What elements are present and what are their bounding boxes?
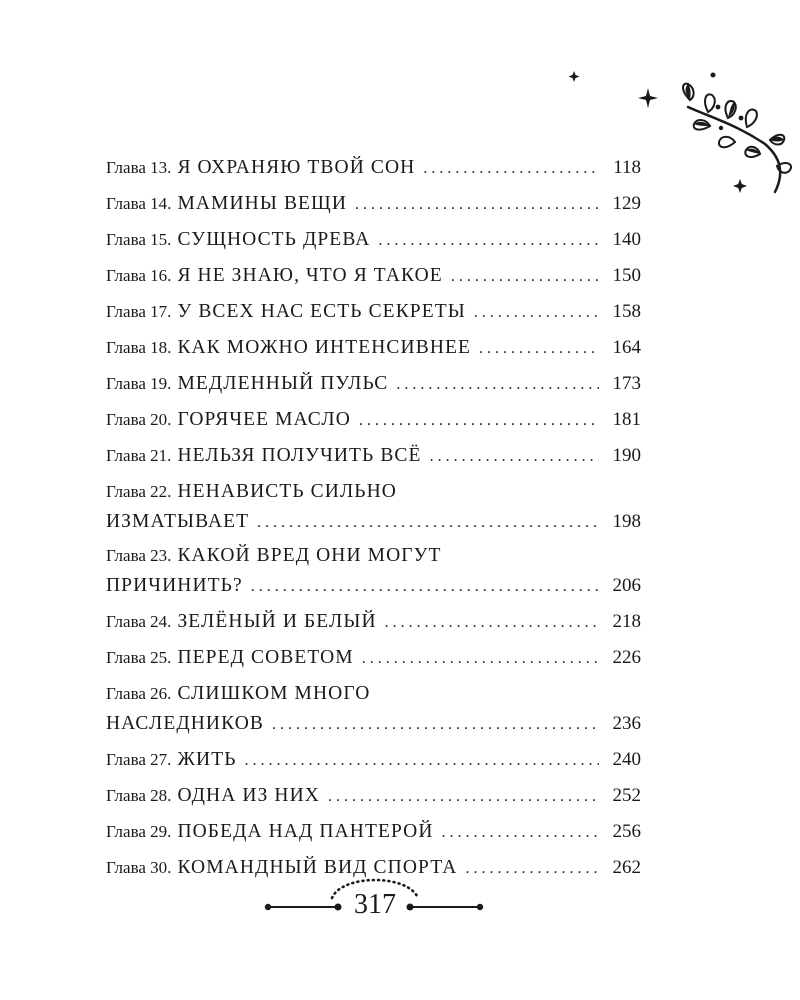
- toc-entry: [106, 294, 641, 330]
- chapter-page-number: 198: [612, 511, 641, 532]
- toc-entry: [106, 366, 641, 402]
- dot-leader: [451, 259, 599, 294]
- dot-leader: [385, 605, 599, 640]
- toc-entry: [106, 150, 641, 186]
- dot-leader: [359, 403, 599, 438]
- chapter-page-number: 206: [612, 575, 641, 596]
- chapter-prefix: Глава 16.: [106, 266, 172, 285]
- dot-leader: [423, 151, 599, 186]
- chapter-prefix: Глава 30.: [106, 858, 172, 877]
- dot-leader: [272, 710, 599, 740]
- chapter-page-number: 158: [612, 301, 641, 322]
- chapter-title: ЗЕЛЁНЫЙ И БЕЛЫЙ: [177, 611, 377, 632]
- chapter-page-number: 140: [612, 229, 641, 250]
- dot-leader: [251, 572, 599, 602]
- toc-entry-first-line: [106, 679, 641, 709]
- chapter-title: ГОРЯЧЕЕ МАСЛО: [177, 409, 351, 430]
- chapter-prefix: Глава 22.: [106, 482, 172, 501]
- toc-entry-line: [106, 366, 641, 402]
- toc-entry: [106, 186, 641, 222]
- chapter-prefix: Глава 14.: [106, 194, 172, 213]
- toc-entry-line: [106, 640, 641, 676]
- toc-entry: [106, 640, 641, 676]
- chapter-prefix: Глава 20.: [106, 410, 172, 429]
- toc-entry-line: [106, 258, 641, 294]
- chapter-title: ПЕРЕД СОВЕТОМ: [177, 647, 354, 668]
- toc-entry-line: [106, 814, 641, 850]
- toc-entry-first-line: [106, 541, 641, 571]
- chapter-page-number: 226: [612, 647, 641, 668]
- chapter-title-line1: СЛИШКОМ МНОГО: [177, 683, 371, 704]
- chapter-title-line2: ИЗМАТЫВАЕТ: [106, 511, 250, 532]
- dot-leader: [257, 508, 599, 538]
- toc-entry-line: [106, 294, 641, 330]
- toc-entry: [106, 814, 641, 850]
- toc-entry-second-line: [106, 507, 641, 538]
- chapter-prefix: Глава 13.: [106, 158, 172, 177]
- toc-entry: [106, 438, 641, 474]
- lower-star-icon: [733, 179, 747, 193]
- toc-entry: [106, 742, 641, 778]
- chapter-page-number: 218: [612, 611, 641, 632]
- toc-entry-line: [106, 150, 641, 186]
- chapter-page-number: 236: [612, 713, 641, 734]
- dot-leader: [378, 223, 599, 258]
- chapter-title: МЕДЛЕННЫЙ ПУЛЬС: [177, 373, 389, 394]
- toc-entry: [106, 258, 641, 294]
- chapter-prefix: Глава 27.: [106, 750, 172, 769]
- toc-entry-line: [106, 778, 641, 814]
- toc-entry-second-line: [106, 709, 641, 740]
- chapter-page-number: 164: [612, 337, 641, 358]
- toc-entry: [106, 541, 641, 602]
- chapter-prefix: Глава 26.: [106, 684, 172, 703]
- chapter-title: Я ОХРАНЯЮ ТВОЙ СОН: [177, 157, 416, 178]
- chapter-title: МАМИНЫ ВЕЩИ: [177, 193, 348, 214]
- toc-entry-line: [106, 742, 641, 778]
- medium-star-icon: [638, 88, 658, 108]
- dot-leader: [355, 187, 599, 222]
- chapter-page-number: 252: [612, 785, 641, 806]
- toc-entry: [106, 477, 641, 538]
- chapter-prefix: Глава 18.: [106, 338, 172, 357]
- chapter-title-line1: НЕНАВИСТЬ СИЛЬНО: [177, 481, 397, 502]
- dot-leader: [396, 367, 599, 402]
- toc-entry: [106, 778, 641, 814]
- toc-entry-line: [106, 222, 641, 258]
- chapter-prefix: Глава 23.: [106, 546, 172, 565]
- chapter-title: ЖИТЬ: [177, 749, 237, 770]
- toc-entry-line: [106, 186, 641, 222]
- toc-entry-line: [106, 604, 641, 640]
- dot-leader: [479, 331, 599, 366]
- chapter-prefix: Глава 25.: [106, 648, 172, 667]
- chapter-page-number: 129: [612, 193, 641, 214]
- dot-leader: [474, 295, 599, 330]
- toc-entry-line: [106, 402, 641, 438]
- chapter-title-line2: ПРИЧИНИТЬ?: [106, 575, 243, 596]
- chapter-title: КОМАНДНЫЙ ВИД СПОРТА: [177, 857, 458, 878]
- toc-entry: [106, 604, 641, 640]
- toc-entry-line: [106, 330, 641, 366]
- chapter-prefix: Глава 17.: [106, 302, 172, 321]
- dot-leader: [442, 815, 599, 850]
- chapter-title-line1: КАКОЙ ВРЕД ОНИ МОГУТ: [177, 545, 442, 566]
- chapter-title-line2: НАСЛЕДНИКОВ: [106, 713, 265, 734]
- toc-entry: [106, 222, 641, 258]
- chapter-title: ПОБЕДА НАД ПАНТЕРОЙ: [177, 821, 434, 842]
- chapter-title: КАК МОЖНО ИНТЕНСИВНЕЕ: [177, 337, 472, 358]
- small-star-icon: [569, 71, 580, 82]
- chapter-prefix: Глава 15.: [106, 230, 172, 249]
- chapter-page-number: 173: [612, 373, 641, 394]
- chapter-page-number: 190: [612, 445, 641, 466]
- chapter-title: У ВСЕХ НАС ЕСТЬ СЕКРЕТЫ: [177, 301, 466, 322]
- dot-leader: [430, 439, 599, 474]
- toc-entry: [106, 679, 641, 740]
- chapter-page-number: 118: [613, 157, 641, 178]
- page-footer: [260, 872, 490, 932]
- chapter-prefix: Глава 29.: [106, 822, 172, 841]
- chapter-page-number: 181: [612, 409, 641, 430]
- dot-leader: [245, 743, 599, 778]
- chapter-prefix: Глава 19.: [106, 374, 172, 393]
- chapter-prefix: Глава 28.: [106, 786, 172, 805]
- page-number: 317: [354, 889, 396, 920]
- chapter-title: Я НЕ ЗНАЮ, ЧТО Я ТАКОЕ: [177, 265, 443, 286]
- table-of-contents: [106, 150, 641, 886]
- chapter-title: СУЩНОСТЬ ДРЕВА: [177, 229, 371, 250]
- toc-entry-second-line: [106, 571, 641, 602]
- chapter-page-number: 256: [612, 821, 641, 842]
- chapter-page-number: 150: [612, 265, 641, 286]
- chapter-title: НЕЛЬЗЯ ПОЛУЧИТЬ ВСЁ: [177, 445, 422, 466]
- dot-leader: [362, 641, 599, 676]
- toc-entry-first-line: [106, 477, 641, 507]
- chapter-prefix: Глава 21.: [106, 446, 172, 465]
- dot-leader: [328, 779, 599, 814]
- toc-entry: [106, 402, 641, 438]
- chapter-prefix: Глава 24.: [106, 612, 172, 631]
- chapter-page-number: 240: [612, 749, 641, 770]
- toc-entry-line: [106, 438, 641, 474]
- chapter-page-number: 262: [612, 857, 641, 878]
- toc-entry: [106, 330, 641, 366]
- chapter-title: ОДНА ИЗ НИХ: [177, 785, 320, 806]
